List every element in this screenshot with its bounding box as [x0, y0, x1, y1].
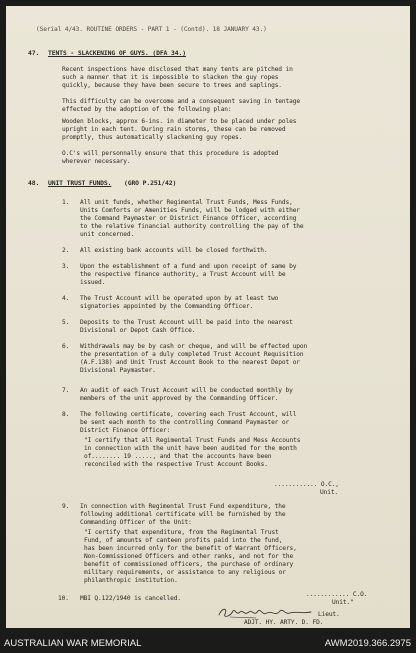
certificate-line: reconciled with the respective Trust Account Books.: [84, 461, 268, 468]
item-number: 7.: [62, 387, 70, 394]
certificate-line: Non-Commissioned Officers and other ranks, and not for the: [84, 553, 294, 560]
item-line: the respective finance authority, a Trust Account will be: [80, 271, 286, 278]
certificate-line: benefit of commissioned officers, the purchase of ordinary: [84, 561, 294, 568]
item-line: An audit of each Trust Account will be conducted monthly by: [80, 387, 293, 394]
section-47-line: effected by the adoption of the following plan:: [62, 106, 232, 113]
archive-accession-number: AWM2019.366.2975: [324, 638, 411, 649]
item-line: The following certificate, covering each Trust Account, will: [80, 411, 297, 418]
item-line: unit concerned.: [80, 231, 135, 238]
item-number: 3.: [62, 263, 70, 270]
item-line: members of the unit approved by the Commanding Officer.: [80, 395, 279, 402]
certificate-line: "I certify that expenditure, from the Regimental Trust: [84, 529, 279, 536]
certificate-line: Fund, of amounts of canteen profits paid into the fund,: [84, 537, 283, 544]
section-48-reference: (GRO P.251/42): [124, 179, 177, 187]
archive-footer-bar: [0, 631, 416, 653]
certificate-signature-unit: Unit.: [320, 489, 339, 496]
item-line: the presentation of a duly completed Trust Account Requisition: [80, 351, 304, 358]
section-47-line: Wooden blocks, approx 6-ins. in diameter to be placed under poles: [62, 118, 297, 125]
certificate-line: military requirements, or assistance to any religious or: [84, 569, 286, 576]
document-page: [6, 6, 410, 628]
section-47-line: quickly, because they have been secure to trees and saplings.: [62, 82, 282, 89]
section-47-line: This difficulty can be overcome and a consequent saving in tentage: [62, 98, 300, 105]
item-line: The Trust Account will be operated upon by at least two: [80, 295, 279, 302]
item-line: Divisional or Depot Cash Office.: [80, 327, 196, 334]
item-line: In connection with Regimental Trust Fund expenditure, the: [80, 503, 286, 510]
item-number: 4.: [62, 295, 70, 302]
item-line: Upon the establishment of a fund and upon receipt of same by: [80, 263, 297, 270]
item-number: 9.: [62, 503, 70, 510]
item-line: following additional certificate will be furnished by the: [80, 511, 286, 518]
certificate-line: in connection with the unit have been audited for the month: [84, 445, 297, 452]
signatory-rank: Lieut.: [318, 611, 340, 618]
document-header: (Serial 4/43. ROUTINE ORDERS - PART 1 - (Contd). 18 JANUARY 43.): [36, 26, 267, 33]
item-number: 6.: [62, 343, 70, 350]
item-line: the Command Paymaster or District Finance Officer, according: [80, 215, 297, 222]
item-number: 2.: [62, 247, 70, 254]
item-line: All unit funds, whether Regimental Trust Funds, Mess Funds,: [80, 199, 293, 206]
section-47-line: O.C's will personnally ensure that this procedure is adopted: [62, 150, 279, 157]
item-line: Units Comforts or Amenities Funds, will be lodged with either: [80, 207, 300, 214]
item-line: Deposits to the Trust Account will be paid into the nearest: [80, 319, 293, 326]
certificate-line: of........ 19 ....., and that the accounts have been: [84, 453, 272, 460]
item-line: signatories appointed by the Commanding Officer.: [80, 303, 254, 310]
section-48-number: 48.: [28, 179, 40, 187]
certificate-signature-unit: Unit.": [332, 599, 354, 606]
section-47-number: 47.: [28, 49, 40, 57]
handwritten-signature: [216, 605, 318, 620]
item-number: 10.: [58, 595, 69, 602]
item-line: Withdrawals may be by cash or cheque, and will be effected upon: [80, 343, 308, 350]
section-47-line: wherever necessary.: [62, 158, 131, 165]
section-48-title: UNIT TRUST FUNDS.: [48, 179, 112, 187]
section-47-line: promptly, thus automatically slackening guy ropes.: [62, 134, 243, 141]
item-line: (A.F.138) and Unit Trust Account Book to the nearest Depot or: [80, 359, 300, 366]
section-47-line: Recent inspections have disclosed that many tents are pitched in: [62, 66, 293, 73]
item-line: Commanding Officer of the Unit:: [80, 519, 192, 526]
section-47-line: such a manner that it is impossible to slacken the guy ropes: [62, 74, 279, 81]
certificate-signature-line: ............ O.C.,: [274, 481, 339, 488]
certificate-line: "I certify that all Regimental Trust Funds and Mess Accounts: [84, 437, 301, 444]
section-47-line: upright in each tent. During rain storms, these can be removed: [62, 126, 286, 133]
section-47-title: TENTS - SLACKENING OF GUYS. (DFA 34.): [48, 49, 186, 57]
item-line: Divisional Paymaster.: [80, 367, 156, 374]
item-line: MBI Q.122/1940 is cancelled.: [80, 595, 181, 602]
item-line: All existing bank accounts will be closed forthwith.: [80, 247, 268, 254]
item-number: 1.: [62, 199, 70, 206]
routine-orders-text: [6, 6, 410, 628]
item-line: issued.: [80, 279, 106, 286]
certificate-line: philanthropic institution.: [84, 577, 178, 584]
signatory-appointment: ADJT. HY. ARTY. D. FD.: [244, 619, 324, 626]
item-line: be sent each month to the controlling Command Paymaster or: [80, 419, 290, 426]
item-number: 8.: [62, 411, 70, 418]
item-number: 5.: [62, 319, 70, 326]
item-line: District Finance Officer:: [80, 427, 171, 434]
archive-credit: AUSTRALIAN WAR MEMORIAL: [4, 638, 142, 649]
certificate-line: has been incurred only for the benefit of Warrant Officers,: [84, 545, 297, 552]
certificate-signature-line: ............ C.O.: [306, 591, 368, 598]
item-line: to the relative financial authority controlling the pay of the: [80, 223, 304, 230]
